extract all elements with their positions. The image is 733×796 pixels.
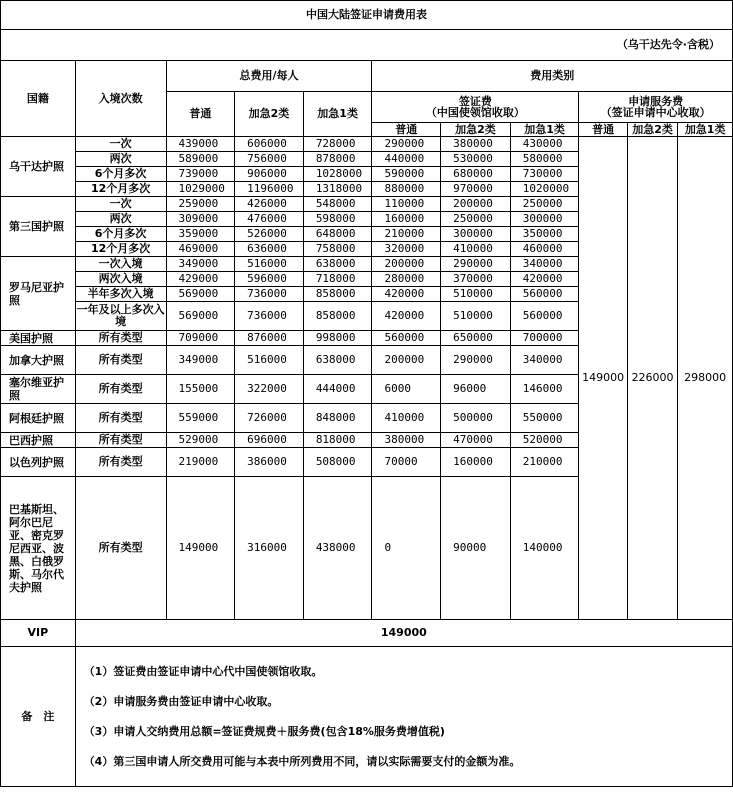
visa-fee-cell: 680000 — [441, 167, 511, 182]
nationality-cell: 第三国护照 — [1, 197, 76, 257]
entries-cell: 一年及以上多次入境 — [75, 302, 166, 331]
visa-fee-cell: 430000 — [510, 137, 579, 152]
visa-tier-header: 加急2类 — [441, 123, 511, 137]
total-fee-cell: 259000 — [166, 197, 235, 212]
total-fee-cell: 439000 — [166, 137, 235, 152]
visa-fee-cell: 350000 — [510, 227, 579, 242]
total-fee-cell: 906000 — [235, 167, 304, 182]
total-fee-cell: 219000 — [166, 448, 235, 477]
visa-fee-cell: 410000 — [372, 404, 441, 433]
total-fee-cell: 469000 — [166, 242, 235, 257]
visa-fee-cell: 700000 — [510, 331, 579, 346]
entries-cell: 所有类型 — [75, 375, 166, 404]
entries-cell: 12个月多次 — [75, 242, 166, 257]
total-fee-cell: 1028000 — [303, 167, 372, 182]
entries-header: 入境次数 — [75, 61, 166, 137]
total-fee-cell: 709000 — [166, 331, 235, 346]
visa-fee-cell: 300000 — [510, 212, 579, 227]
total-fee-header: 总费用/每人 — [166, 61, 372, 92]
visa-tier-header: 普通 — [372, 123, 441, 137]
total-fee-cell: 638000 — [303, 257, 372, 272]
nationality-cell: 巴基斯坦、阿尔巴尼亚、密克罗尼西亚、波黑、白俄罗斯、马尔代夫护照 — [1, 477, 76, 620]
visa-fee-header — [372, 92, 579, 123]
service-fee-cell: 226000 — [627, 137, 677, 620]
total-fee-cell: 516000 — [235, 346, 304, 375]
total-fee-cell: 648000 — [303, 227, 372, 242]
visa-fee-cell: 520000 — [510, 433, 579, 448]
entries-cell: 所有类型 — [75, 346, 166, 375]
note-item: （1）签证费由签证申请中心代中国使领馆收取。 — [83, 664, 323, 678]
entries-cell: 两次 — [75, 212, 166, 227]
nationality-header: 国籍 — [1, 61, 76, 137]
visa-fee-cell: 510000 — [441, 302, 511, 331]
service-fee-header-line1: 申请服务费 — [628, 95, 684, 108]
total-fee-cell: 569000 — [166, 287, 235, 302]
total-fee-cell: 878000 — [303, 152, 372, 167]
nationality-cell: 以色列护照 — [1, 448, 76, 477]
visa-fee-cell: 380000 — [441, 137, 511, 152]
nationality-cell: 乌干达护照 — [1, 137, 76, 197]
visa-fee-cell: 560000 — [372, 331, 441, 346]
entries-cell: 所有类型 — [75, 404, 166, 433]
visa-fee-cell: 70000 — [372, 448, 441, 477]
visa-fee-cell: 410000 — [441, 242, 511, 257]
visa-fee-cell: 340000 — [510, 257, 579, 272]
visa-fee-cell: 200000 — [372, 257, 441, 272]
nationality-cell: 美国护照 — [1, 331, 76, 346]
visa-fee-cell: 140000 — [510, 477, 579, 620]
total-fee-cell: 322000 — [235, 375, 304, 404]
notes-label: 备 注 — [1, 647, 76, 787]
total-fee-cell: 756000 — [235, 152, 304, 167]
total-fee-cell: 155000 — [166, 375, 235, 404]
visa-fee-cell: 550000 — [510, 404, 579, 433]
total-fee-cell: 696000 — [235, 433, 304, 448]
vip-label: VIP — [1, 620, 76, 647]
nationality-cell: 罗马尼亚护照 — [1, 257, 76, 331]
total-fee-cell: 726000 — [235, 404, 304, 433]
visa-fee-cell: 290000 — [441, 257, 511, 272]
entries-cell: 一次入境 — [75, 257, 166, 272]
total-fee-cell: 718000 — [303, 272, 372, 287]
visa-fee-cell: 300000 — [441, 227, 511, 242]
visa-fee-cell: 250000 — [441, 212, 511, 227]
entries-cell: 两次入境 — [75, 272, 166, 287]
service-fee-cell: 149000 — [579, 137, 627, 620]
total-fee-cell: 758000 — [303, 242, 372, 257]
visa-fee-cell: 590000 — [372, 167, 441, 182]
visa-fee-cell: 580000 — [510, 152, 579, 167]
visa-fee-cell: 460000 — [510, 242, 579, 257]
total-fee-cell: 444000 — [303, 375, 372, 404]
entries-cell: 半年多次入境 — [75, 287, 166, 302]
total-fee-cell: 876000 — [235, 331, 304, 346]
visa-fee-cell: 200000 — [441, 197, 511, 212]
visa-fee-cell: 160000 — [372, 212, 441, 227]
total-fee-cell: 606000 — [235, 137, 304, 152]
service-fee-header — [579, 92, 733, 123]
visa-fee-header-line2: （中国使领馆收取） — [425, 106, 525, 119]
visa-fee-cell: 320000 — [372, 242, 441, 257]
note-item: （2）申请服务费由签证申请中心收取。 — [83, 694, 279, 708]
total-fee-cell: 998000 — [303, 331, 372, 346]
service-fee-cell: 298000 — [678, 137, 733, 620]
visa-fee-cell: 880000 — [372, 182, 441, 197]
entries-cell: 6个月多次 — [75, 167, 166, 182]
total-fee-cell: 559000 — [166, 404, 235, 433]
visa-fee-cell: 290000 — [441, 346, 511, 375]
visa-fee-cell: 370000 — [441, 272, 511, 287]
visa-fee-cell: 280000 — [372, 272, 441, 287]
entries-cell: 一次 — [75, 137, 166, 152]
visa-fee-cell: 420000 — [372, 302, 441, 331]
total-fee-cell: 508000 — [303, 448, 372, 477]
entries-cell: 所有类型 — [75, 477, 166, 620]
total-tier-header: 加急1类 — [303, 92, 372, 137]
fee-category-header: 费用类别 — [372, 61, 733, 92]
notes-list — [75, 647, 732, 787]
total-tier-header: 加急2类 — [235, 92, 304, 137]
total-fee-cell: 309000 — [166, 212, 235, 227]
visa-fee-cell: 510000 — [441, 287, 511, 302]
visa-fee-cell: 90000 — [441, 477, 511, 620]
table-title: 中国大陆签证申请费用表 — [1, 1, 733, 30]
total-fee-cell: 316000 — [235, 477, 304, 620]
visa-fee-cell: 420000 — [372, 287, 441, 302]
currency-note: （乌干达先令·含税） — [1, 30, 733, 61]
total-fee-cell: 589000 — [166, 152, 235, 167]
total-fee-cell: 596000 — [235, 272, 304, 287]
total-fee-cell: 736000 — [235, 287, 304, 302]
table-row — [1, 137, 733, 152]
total-fee-cell: 429000 — [166, 272, 235, 287]
visa-fee-cell: 530000 — [441, 152, 511, 167]
total-fee-cell: 438000 — [303, 477, 372, 620]
visa-fee-cell: 250000 — [510, 197, 579, 212]
total-fee-cell: 638000 — [303, 346, 372, 375]
total-fee-cell: 1029000 — [166, 182, 235, 197]
nationality-cell: 巴西护照 — [1, 433, 76, 448]
visa-fee-cell: 210000 — [372, 227, 441, 242]
visa-fee-cell: 146000 — [510, 375, 579, 404]
total-fee-cell: 516000 — [235, 257, 304, 272]
total-fee-cell: 858000 — [303, 287, 372, 302]
visa-fee-cell: 210000 — [510, 448, 579, 477]
visa-fee-cell: 0 — [372, 477, 441, 620]
total-fee-cell: 349000 — [166, 257, 235, 272]
visa-fee-cell: 340000 — [510, 346, 579, 375]
visa-fee-cell: 560000 — [510, 287, 579, 302]
entries-cell: 所有类型 — [75, 331, 166, 346]
entries-cell: 所有类型 — [75, 433, 166, 448]
total-fee-cell: 426000 — [235, 197, 304, 212]
visa-fee-header-line1: 签证费 — [458, 95, 492, 108]
visa-fee-cell: 420000 — [510, 272, 579, 287]
service-tier-header: 加急1类 — [678, 123, 733, 137]
total-fee-cell: 386000 — [235, 448, 304, 477]
visa-fee-cell: 200000 — [372, 346, 441, 375]
visa-fee-cell: 970000 — [441, 182, 511, 197]
total-fee-cell: 739000 — [166, 167, 235, 182]
service-fee-header-line2: （签证申请中心收取） — [600, 106, 711, 119]
visa-fee-cell: 290000 — [372, 137, 441, 152]
entries-cell: 所有类型 — [75, 448, 166, 477]
total-fee-cell: 598000 — [303, 212, 372, 227]
visa-fee-cell: 380000 — [372, 433, 441, 448]
visa-fee-cell: 96000 — [441, 375, 511, 404]
visa-fee-cell: 650000 — [441, 331, 511, 346]
visa-fee-cell: 500000 — [441, 404, 511, 433]
nationality-cell: 加拿大护照 — [1, 346, 76, 375]
total-fee-cell: 1196000 — [235, 182, 304, 197]
nationality-cell: 阿根廷护照 — [1, 404, 76, 433]
total-fee-cell: 526000 — [235, 227, 304, 242]
total-fee-cell: 736000 — [235, 302, 304, 331]
note-item: （3）申请人交纳费用总额=签证费规费＋服务费(包含18%服务费增值税) — [83, 724, 445, 738]
total-fee-cell: 149000 — [166, 477, 235, 620]
visa-fee-cell: 110000 — [372, 197, 441, 212]
total-fee-cell: 636000 — [235, 242, 304, 257]
visa-fee-cell: 1020000 — [510, 182, 579, 197]
total-fee-cell: 349000 — [166, 346, 235, 375]
note-item: （4）第三国申请人所交费用可能与本表中所列费用不同，请以实际需要支付的金额为准。 — [83, 754, 521, 768]
total-fee-cell: 476000 — [235, 212, 304, 227]
visa-fee-cell: 560000 — [510, 302, 579, 331]
entries-cell: 两次 — [75, 152, 166, 167]
visa-fee-cell: 730000 — [510, 167, 579, 182]
visa-fee-cell: 6000 — [372, 375, 441, 404]
total-fee-cell: 1318000 — [303, 182, 372, 197]
total-fee-cell: 529000 — [166, 433, 235, 448]
visa-fee-cell: 470000 — [441, 433, 511, 448]
total-fee-cell: 359000 — [166, 227, 235, 242]
total-fee-cell: 728000 — [303, 137, 372, 152]
total-fee-cell: 818000 — [303, 433, 372, 448]
total-tier-header: 普通 — [166, 92, 235, 137]
service-tier-header: 加急2类 — [627, 123, 677, 137]
service-tier-header: 普通 — [579, 123, 627, 137]
total-fee-cell: 848000 — [303, 404, 372, 433]
entries-cell: 6个月多次 — [75, 227, 166, 242]
nationality-cell: 塞尔维亚护照 — [1, 375, 76, 404]
total-fee-cell: 548000 — [303, 197, 372, 212]
visa-fee-cell: 160000 — [441, 448, 511, 477]
entries-cell: 12个月多次 — [75, 182, 166, 197]
total-fee-cell: 858000 — [303, 302, 372, 331]
visa-tier-header: 加急1类 — [510, 123, 579, 137]
visa-fee-cell: 440000 — [372, 152, 441, 167]
total-fee-cell: 569000 — [166, 302, 235, 331]
entries-cell: 一次 — [75, 197, 166, 212]
vip-value: 149000 — [75, 620, 732, 647]
